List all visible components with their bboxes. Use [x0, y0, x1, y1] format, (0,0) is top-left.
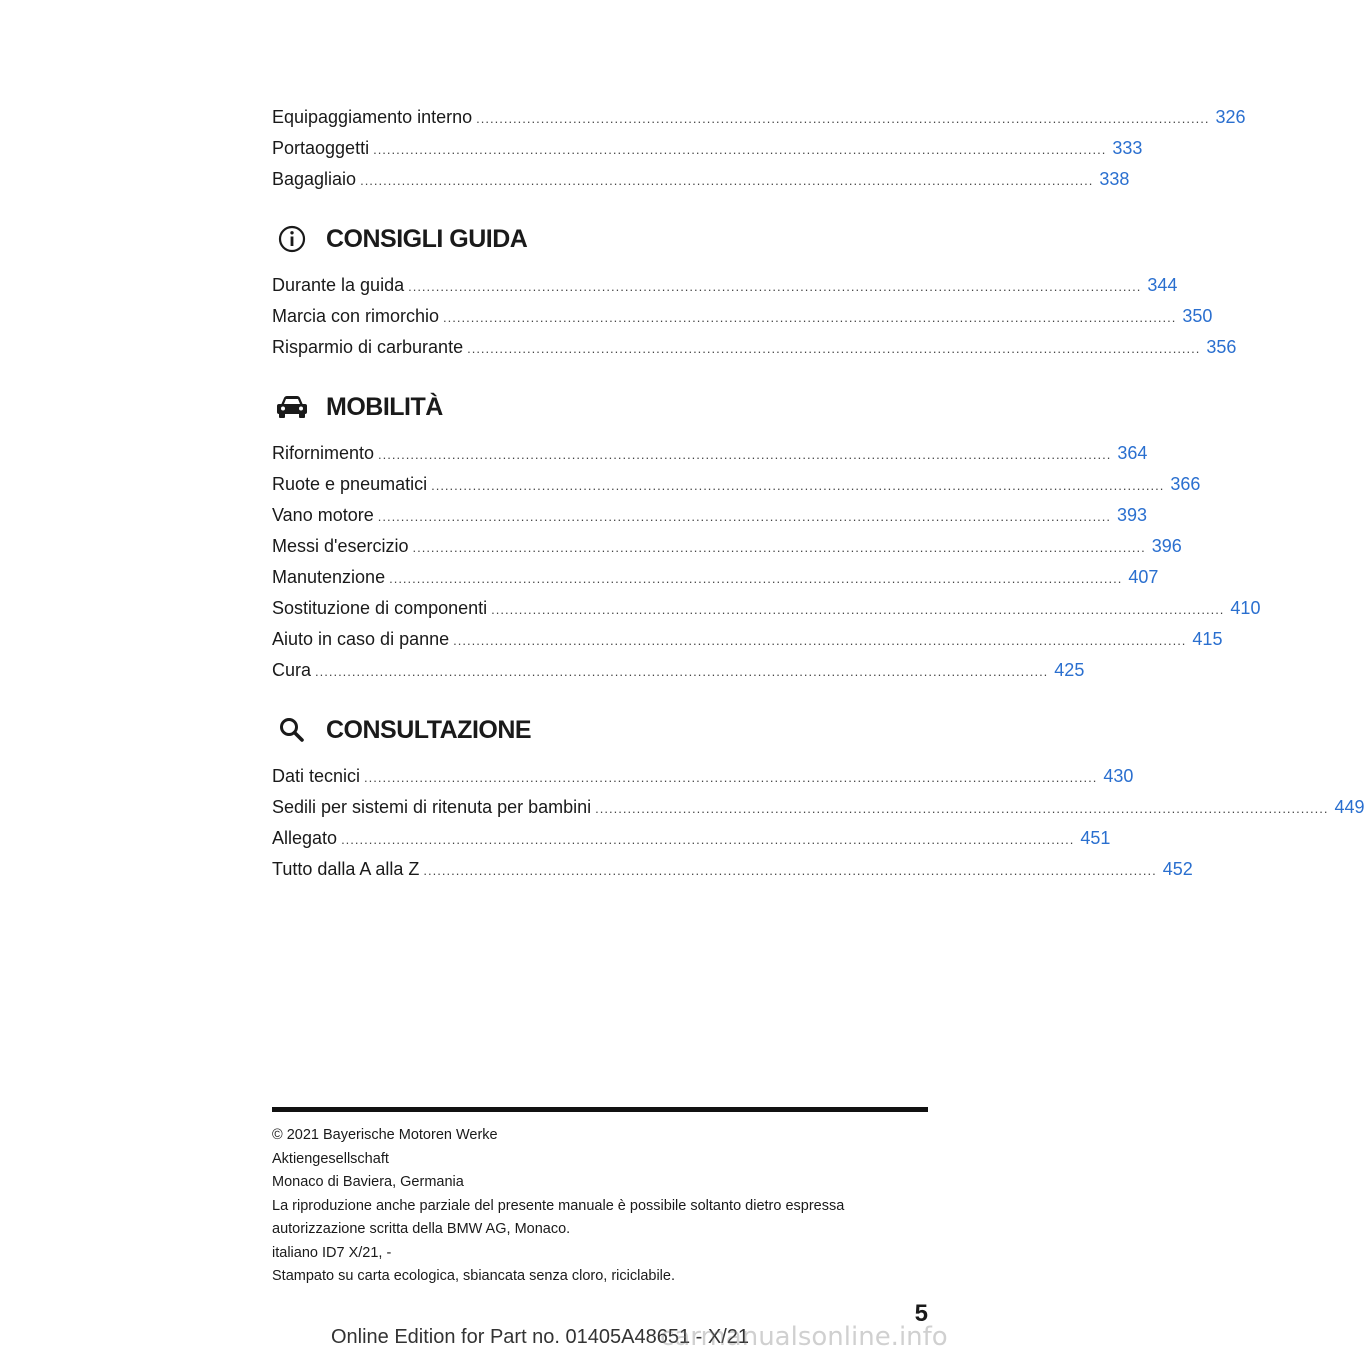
- leader-dots: ...............................................................................................................................................................: [373, 142, 1107, 157]
- toc: [272, 102, 1364, 885]
- toc-entry-label: Sedili per sistemi di ritenuta per bambini: [272, 797, 592, 817]
- toc-entry-page[interactable]: 415: [1192, 629, 1223, 649]
- toc-entry[interactable]: [272, 332, 1237, 363]
- toc-entry[interactable]: [272, 270, 1178, 301]
- toc-entry[interactable]: [272, 792, 1364, 823]
- toc-entry-page[interactable]: 356: [1206, 337, 1237, 357]
- toc-entry-page[interactable]: 410: [1230, 598, 1261, 618]
- toc-entry-page[interactable]: 449: [1334, 797, 1364, 817]
- section-header: [272, 379, 928, 435]
- section-consultazione: [272, 702, 1364, 885]
- toc-entry-label: Dati tecnici: [272, 766, 361, 786]
- imprint-divider: [272, 1107, 928, 1112]
- toc-entry-label: Cura: [272, 660, 312, 680]
- leader-dots: ...............................................................................................................................................................: [378, 447, 1112, 462]
- toc-entry-label: Durante la guida: [272, 275, 405, 295]
- toc-entry-page[interactable]: 452: [1162, 859, 1193, 879]
- leader-dots: ...............................................................................................................................................................: [412, 540, 1146, 555]
- toc-entry[interactable]: [272, 761, 1134, 792]
- toc-entry-page[interactable]: 451: [1080, 828, 1111, 848]
- info-icon: [272, 224, 312, 254]
- watermark: carmanualsonline.info: [660, 1322, 948, 1352]
- toc-entry-page[interactable]: 393: [1117, 505, 1148, 525]
- section-title: CONSULTAZIONE: [326, 715, 532, 744]
- toc-entry[interactable]: [272, 655, 1085, 686]
- section-title: CONSIGLI GUIDA: [326, 224, 528, 253]
- toc-entry-label: Aiuto in caso di panne: [272, 629, 450, 649]
- toc-entry[interactable]: [272, 593, 1261, 624]
- toc-entry[interactable]: [272, 500, 1148, 531]
- toc-entry[interactable]: [272, 823, 1111, 854]
- toc-entry-label: Allegato: [272, 828, 338, 848]
- toc-entry-label: Messi d'esercizio: [272, 536, 409, 556]
- section-consigli-guida: [272, 211, 1237, 363]
- leader-dots: ...............................................................................................................................................................: [467, 341, 1201, 356]
- page-number: 5: [914, 1300, 928, 1327]
- leader-dots: ...............................................................................................................................................................: [360, 173, 1094, 188]
- search-icon: [272, 716, 312, 744]
- imprint-line: Stampato su carta ecologica, sbiancata senza cloro, riciclabile.: [272, 1268, 675, 1284]
- leader-dots: ...............................................................................................................................................................: [389, 571, 1123, 586]
- imprint-line: italiano ID7 X/21, -: [272, 1244, 392, 1261]
- imprint: [272, 1124, 928, 1289]
- leader-dots: ...............................................................................................................................................................: [408, 279, 1142, 294]
- leader-dots: ...............................................................................................................................................................: [431, 478, 1165, 493]
- toc-entry-page[interactable]: 364: [1117, 443, 1148, 463]
- toc-entry[interactable]: [272, 301, 1213, 332]
- section-header: [272, 702, 928, 758]
- toc-entry-label: Tutto dalla A alla Z: [272, 859, 420, 879]
- toc-entry-page[interactable]: 425: [1054, 660, 1085, 680]
- toc-entry[interactable]: [272, 133, 1143, 164]
- toc-entry-page[interactable]: 407: [1128, 567, 1159, 587]
- leader-dots: ...............................................................................................................................................................: [595, 801, 1329, 816]
- section-mobilita: [272, 379, 1261, 686]
- toc-entry[interactable]: [272, 102, 1246, 133]
- leader-dots: ...............................................................................................................................................................: [377, 509, 1112, 524]
- imprint-line: autorizzazione scritta della BMW AG, Monaco.: [272, 1221, 571, 1237]
- toc-entry-label: Portaoggetti: [272, 138, 370, 158]
- toc-entry-label: Manutenzione: [272, 567, 386, 587]
- toc-entry[interactable]: [272, 624, 1223, 655]
- toc-entry-label: Equipaggiamento interno: [272, 107, 473, 127]
- toc-entry-label: Rifornimento: [272, 443, 375, 463]
- toc-entry-label: Risparmio di carburante: [272, 337, 464, 357]
- toc-entry-label: Marcia con rimorchio: [272, 306, 440, 326]
- toc-entry-page[interactable]: 338: [1099, 169, 1130, 189]
- leader-dots: ...............................................................................................................................................................: [491, 602, 1225, 617]
- leader-dots: ...............................................................................................................................................................: [315, 664, 1049, 679]
- toc-entry-label: Sostituzione di componenti: [272, 598, 488, 618]
- toc-entry-label: Vano motore: [272, 505, 374, 525]
- toc-entry-page[interactable]: 326: [1215, 107, 1246, 127]
- toc-entry-page[interactable]: 344: [1147, 275, 1178, 295]
- toc-top-group: [272, 102, 1246, 195]
- online-edition-footer: Online Edition for Part no. 01405A48651 - X/21: [330, 1326, 750, 1348]
- toc-entry[interactable]: [272, 438, 1148, 469]
- toc-entry-page[interactable]: 430: [1103, 766, 1134, 786]
- toc-entry-page[interactable]: 350: [1182, 306, 1213, 326]
- section-header: [272, 211, 928, 267]
- toc-entry-label: Bagagliaio: [272, 169, 357, 189]
- imprint-line: Aktiengesellschaft: [272, 1150, 389, 1167]
- imprint-line: La riproduzione anche parziale del presente manuale è possibile soltanto dietro espressa: [272, 1197, 845, 1214]
- toc-entry[interactable]: [272, 854, 1193, 885]
- leader-dots: ...............................................................................................................................................................: [476, 111, 1210, 126]
- leader-dots: ...............................................................................................................................................................: [453, 633, 1187, 648]
- toc-entry[interactable]: [272, 531, 1182, 562]
- toc-entry[interactable]: [272, 164, 1130, 195]
- toc-entry-page[interactable]: 333: [1112, 138, 1143, 158]
- toc-entry[interactable]: [272, 469, 1201, 500]
- leader-dots: ...............................................................................................................................................................: [364, 770, 1098, 785]
- leader-dots: ...............................................................................................................................................................: [423, 863, 1157, 878]
- toc-entry-page[interactable]: 396: [1151, 536, 1182, 556]
- leader-dots: ...............................................................................................................................................................: [341, 832, 1075, 847]
- section-title: MOBILITÀ: [326, 392, 443, 421]
- car-icon: [272, 394, 312, 420]
- toc-entry[interactable]: [272, 562, 1159, 593]
- toc-entry-label: Ruote e pneumatici: [272, 474, 428, 494]
- imprint-line: © 2021 Bayerische Motoren Werke: [272, 1127, 498, 1143]
- leader-dots: ...............................................................................................................................................................: [443, 310, 1177, 325]
- imprint-line: Monaco di Baviera, Germania: [272, 1174, 464, 1190]
- toc-entry-page[interactable]: 366: [1170, 474, 1201, 494]
